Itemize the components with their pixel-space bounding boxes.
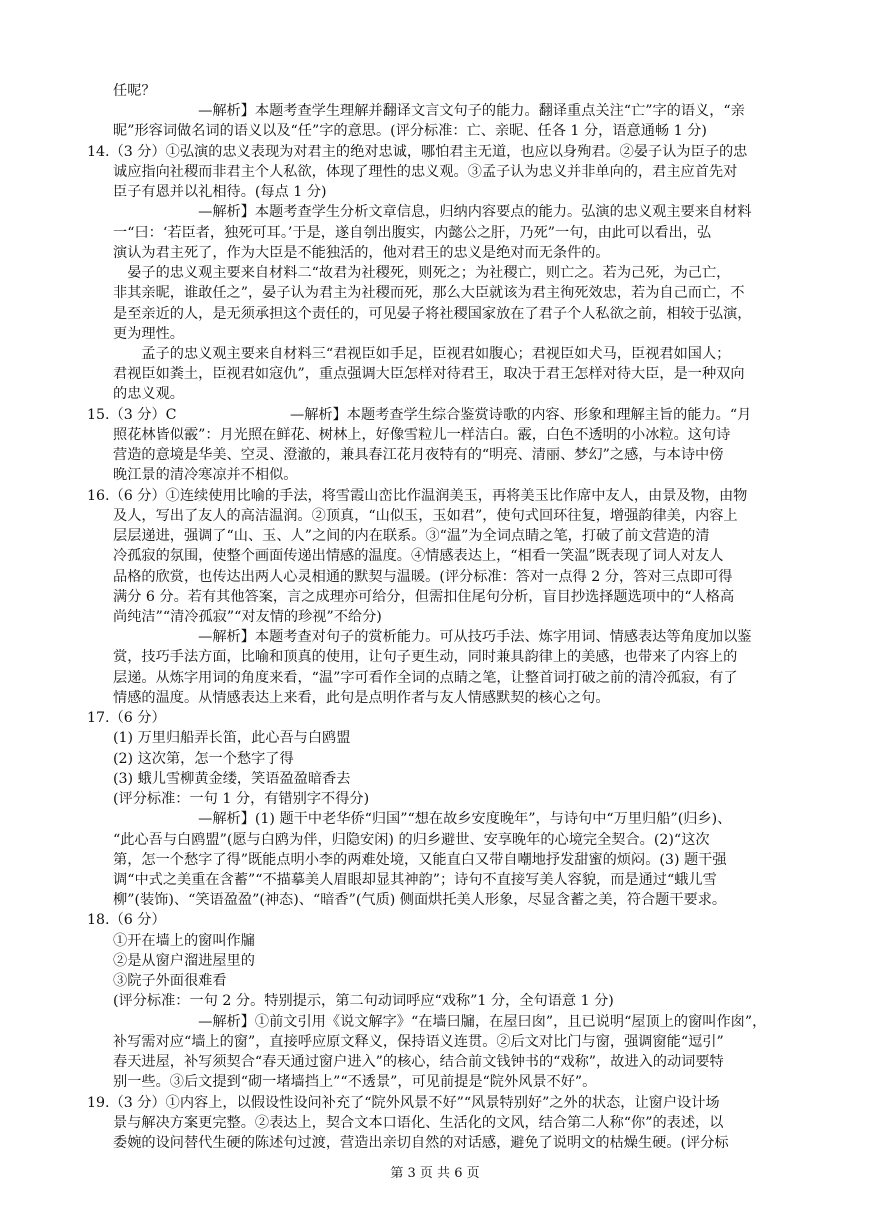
text-line: 17.（6 分）: [87, 710, 166, 726]
text-line: 14.（3 分）①弘演的忠义表现为对君主的绝对忠诚，哪怕君主无道，也应以身殉君。②晏子认为臣子的忠: [87, 144, 748, 160]
text-line: 孟子的忠义观主要来自材料三“君视臣如手足，臣视君如腹心；君视臣如犬马，臣视君如国人；: [113, 346, 731, 362]
text-line: 晏子的忠义观主要来自材料二“故君为社稷死，则死之；为社稷亡，则亡之。若为己死，为己亡，: [113, 265, 731, 281]
text-line: 晚江景的清冷寒凉并不相似。: [113, 467, 298, 483]
text-line: 营造的意境是华美、空灵、澄澈的，兼具春江花月夜特有的“明亮、清丽、梦幻”之感，与本诗中傍: [113, 447, 724, 463]
text-line: —解析】本题考查学生分析文章信息，归纳内容要点的能力。弘演的忠义观主要来自材料: [113, 204, 752, 220]
text-line: 满分 6 分。若有其他答案，言之成理亦可给分，但需扣住尾句分析，盲目抄选择题选项中的“人格高: [113, 589, 735, 605]
text-line: 演认为君主死了，作为大臣是不能独活的，他对君王的忠义是绝对而无条件的。: [113, 245, 610, 261]
text-line: 君视臣如粪土，臣视君如寇仇”，重点强调大臣怎样对待君王，取决于君王怎样对待大臣，是一种双向: [113, 366, 745, 382]
text-line: 16.（6 分）①连续使用比喻的手法，将雪霞山峦比作温润美玉，再将美玉比作席中友人，由景及物，由物: [87, 488, 748, 504]
text-line: 调“中式之美重在含蓄”“不描摹美人眉眼却显其神韵”；诗句不直接写美人容貌，而是通过“蛾儿雪: [113, 872, 717, 888]
text-line: 柳”(装饰)、“笑语盈盈”(神态)、“暗香”(气质) 侧面烘托美人形象，尽显含蓄之美，符合题干要求。: [113, 892, 727, 908]
text-line: 19.（3 分）①内容上，以假设性设问补充了“院外风景不好”“风景特别好”之外的状态，让窗户设计场: [87, 1095, 720, 1111]
text-line: ②是从窗户溜进屋里的: [113, 953, 255, 969]
text-line: ③院子外面很难看: [113, 973, 227, 989]
text-line: (2) 这次第，怎一个愁字了得: [113, 751, 294, 767]
text-line: 第，怎一个愁字了得”既能点明小李的两难处境，又能直白又带自嘲地抒发甜蜜的烦闷。(3) 题干强: [113, 852, 727, 868]
text-line: 层递。从炼字用词的角度来看，“温”字可看作全词的点睛之笔，让整首词打破之前的清冷孤寂，有了: [113, 670, 738, 686]
text-line: 更为理性。: [113, 326, 184, 342]
page-footer: 第 3 页 共 6 页: [390, 1166, 480, 1181]
text-line: 臣子有恩并以礼相待。(每点 1 分): [113, 184, 327, 200]
text-line: 赏，技巧手法方面，比喻和顶真的使用，让句子更生动，同时兼具韵律上的美感，也带来了内容上的: [113, 649, 738, 665]
text-line: 冷孤寂的氛围，使整个画面传递出情感的温度。④情感表达上，“相看一笑温”既表现了词人对友人: [113, 548, 724, 564]
text-line: 补写需对应“墙上的窗”，直接呼应原文释义，保持语义连贯。②后文对比门与窗，强调窗能“逗引”: [113, 1034, 724, 1050]
text-line: 非其亲昵，谁敢任之”，晏子认为君主为社稷而死，那么大臣就该为君主徇死效忠，若为自己而亡，不: [113, 285, 745, 301]
text-line: (评分标准：一句 2 分。特别提示，第二句动词呼应“戏称”1 分，全句语意 1 分): [113, 993, 614, 1009]
text-line: 15.（3 分）C —解析】本题考查学生综合鉴赏诗歌的内容、形象和理解主旨的能力。“月: [87, 407, 752, 423]
text-line: (评分标准：一句 1 分，有错别字不得分): [113, 791, 370, 807]
text-line: 一“曰：‘若臣者，独死可耳。’于是，遂自刳出腹实，内懿公之肝，乃死”一句，由此可以看出，弘: [113, 225, 712, 241]
text-line: 18.（6 分）: [87, 912, 166, 928]
text-line: 及人，写出了友人的高洁温润。②顶真，“山似玉，玉如君”，使句式回环往复，增强韵律美，内容上: [113, 508, 738, 524]
text-line: (1) 万里归船弄长笛，此心吾与白鸥盟: [113, 730, 351, 746]
text-line: “此心吾与白鸥盟”(愿与白鸥为伴，归隐安闲) 的归乡避世、安享晚年的心境完全契合。(2)“这次: [113, 832, 710, 848]
text-line: ①开在墙上的窗叫作牖: [113, 933, 255, 949]
text-line: —解析】(1) 题干中老华侨“归国”“想在故乡安度晚年”，与诗句中“万里归船”(归乡)、: [113, 811, 732, 827]
text-line: 昵”形容词做名词的语义以及“任”字的意思。(评分标准：亡、亲昵、任各 1 分，语意通畅 1 分): [113, 123, 707, 139]
text-line: —解析】①前文引用《说文解字》“在墙曰牖，在屋曰囱”，且已说明“屋顶上的窗叫作囱”，: [113, 1014, 767, 1030]
text-line: 委婉的设问替代生硬的陈述句过渡，营造出亲切自然的对话感，避免了说明文的枯燥生硬。(评分标: [113, 1135, 729, 1151]
text-line: 别一些。③后文提到“砌一堵墙挡上”“不透景”，可见前提是“院外风景不好”。: [113, 1074, 597, 1090]
text-line: 层层递进，强调了“山、玉、人”之间的内在联系。③“温”为全词点睛之笔，打破了前文营造的清: [113, 528, 710, 544]
text-line: 照花林皆似霰”：月光照在鲜花、树林上，好像雪粒儿一样洁白。霰，白色不透明的小冰粒。这句诗: [113, 427, 731, 443]
text-line: (3) 蛾儿雪柳黄金缕，笑语盈盈暗香去: [113, 771, 351, 787]
text-line: 情感的温度。从情感表达上来看，此句是点明作者与友人情感默契的核心之句。: [113, 690, 610, 706]
text-line: 品格的欣赏，也传达出两人心灵相通的默契与温暖。(评分标准：答对一点得 2 分，答对三点即可得: [113, 569, 733, 585]
text-line: 是至亲近的人，是无须承担这个责任的，可见晏子将社稷国家放在了君子个人私欲之前，相较于弘演，: [113, 306, 752, 322]
text-line: 尚纯洁”“清冷孤寂”“对友情的珍视”不给分): [113, 609, 382, 625]
text-line: 的忠义观。: [113, 386, 184, 402]
text-line: —解析】本题考查学生理解并翻译文言文句子的能力。翻译重点关注“亡”字的语义，“亲: [113, 103, 745, 119]
text-line: 诚应指向社稷而非君主个人私欲，体现了理性的忠义观。③孟子认为忠义并非单向的，君主应首先对: [113, 164, 738, 180]
text-line: —解析】本题考查对句子的赏析能力。可从技巧手法、炼字用词、情感表达等角度加以鉴: [113, 629, 752, 645]
text-line: 任呢？: [113, 83, 156, 99]
text-line: 春天进屋，补写须契合“春天通过窗户进入”的核心，结合前文钱钟书的“戏称”，故进入的动词要特: [113, 1054, 724, 1070]
text-line: 景与解决方案更完整。②表达上，契合文本口语化、生活化的文风，结合第二人称“你”的表述，以: [113, 1115, 724, 1131]
